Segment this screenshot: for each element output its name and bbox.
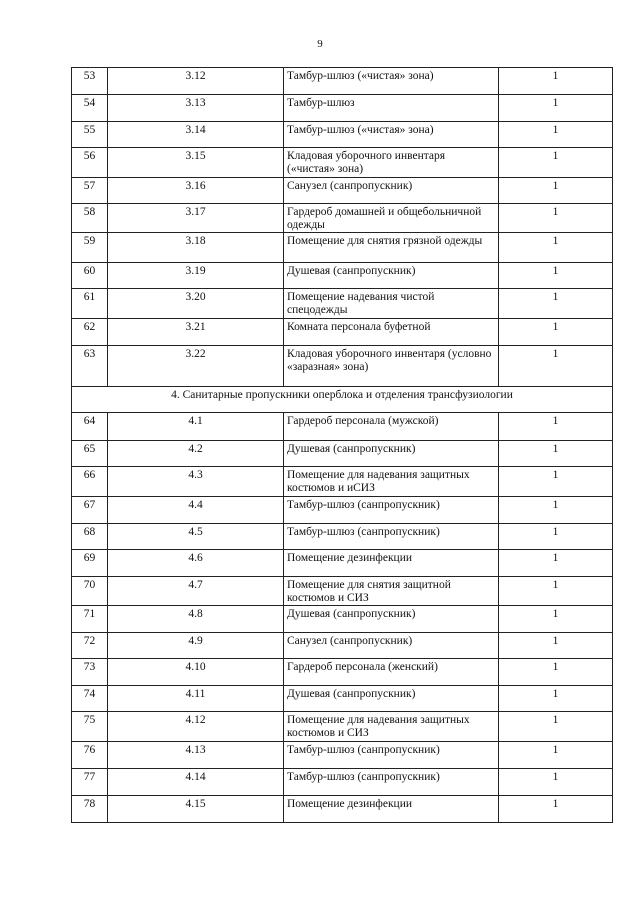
section-title: 4. Санитарные пропускники оперблока и отделения трансфузиологии xyxy=(72,387,613,413)
room-code-cell: 3.21 xyxy=(108,319,284,346)
row-number-cell: 70 xyxy=(72,577,108,606)
room-code-cell: 3.22 xyxy=(108,346,284,387)
row-number-cell: 64 xyxy=(72,413,108,441)
table-row xyxy=(72,441,613,467)
rooms-table xyxy=(71,67,613,823)
quantity-cell: 1 xyxy=(499,742,613,769)
quantity-cell: 1 xyxy=(499,524,613,550)
page-number: 9 xyxy=(317,38,323,50)
table-row xyxy=(72,413,613,441)
quantity-cell: 1 xyxy=(499,263,613,289)
quantity-cell: 1 xyxy=(499,633,613,659)
row-number-cell: 57 xyxy=(72,178,108,204)
row-number-cell: 53 xyxy=(72,68,108,95)
row-number-cell: 66 xyxy=(72,467,108,497)
room-code-cell: 4.11 xyxy=(108,686,284,712)
quantity-cell: 1 xyxy=(499,686,613,712)
quantity-cell: 1 xyxy=(499,68,613,95)
row-number-cell: 58 xyxy=(72,204,108,233)
quantity-cell: 1 xyxy=(499,413,613,441)
room-name-cell: Комната персонала буфетной xyxy=(284,319,499,346)
room-code-cell: 3.16 xyxy=(108,178,284,204)
row-number-cell: 54 xyxy=(72,95,108,122)
room-name-cell: Душевая (санпропускник) xyxy=(284,606,499,633)
table-row xyxy=(72,263,613,289)
room-name-cell: Санузел (санпропускник) xyxy=(284,178,499,204)
table-row xyxy=(72,686,613,712)
table-row xyxy=(72,289,613,319)
row-number-cell: 78 xyxy=(72,796,108,823)
room-name-cell: Душевая (санпропускник) xyxy=(284,263,499,289)
row-number-cell: 71 xyxy=(72,606,108,633)
room-code-cell: 3.15 xyxy=(108,148,284,178)
row-number-cell: 69 xyxy=(72,550,108,577)
room-name-cell: Душевая (санпропускник) xyxy=(284,686,499,712)
table-row xyxy=(72,497,613,524)
table-row xyxy=(72,606,613,633)
room-name-cell: Помещение дезинфекции xyxy=(284,796,499,823)
room-code-cell: 4.6 xyxy=(108,550,284,577)
table-row xyxy=(72,122,613,148)
room-name-cell: Гардероб персонала (мужской) xyxy=(284,413,499,441)
room-name-cell: Помещение для надевания защитных костюмов и СИЗ xyxy=(284,712,499,742)
room-name-cell: Тамбур-шлюз (санпропускник) xyxy=(284,524,499,550)
table-row xyxy=(72,95,613,122)
room-code-cell: 3.13 xyxy=(108,95,284,122)
room-name-cell: Тамбур-шлюз (санпропускник) xyxy=(284,742,499,769)
room-code-cell: 3.20 xyxy=(108,289,284,319)
room-name-cell: Тамбур-шлюз (санпропускник) xyxy=(284,769,499,796)
row-number-cell: 60 xyxy=(72,263,108,289)
quantity-cell: 1 xyxy=(499,122,613,148)
row-number-cell: 62 xyxy=(72,319,108,346)
row-number-cell: 65 xyxy=(72,441,108,467)
row-number-cell: 73 xyxy=(72,659,108,686)
room-name-cell: Помещение для надевания защитных костюмов и иСИЗ xyxy=(284,467,499,497)
room-code-cell: 4.10 xyxy=(108,659,284,686)
quantity-cell: 1 xyxy=(499,497,613,524)
table-row xyxy=(72,577,613,606)
table-row xyxy=(72,796,613,823)
quantity-cell: 1 xyxy=(499,606,613,633)
row-number-cell: 63 xyxy=(72,346,108,387)
room-name-cell: Кладовая уборочного инвентаря («чистая» зона) xyxy=(284,148,499,178)
table-row xyxy=(72,233,613,263)
table-row xyxy=(72,524,613,550)
quantity-cell: 1 xyxy=(499,148,613,178)
row-number-cell: 76 xyxy=(72,742,108,769)
room-name-cell: Гардероб персонала (женский) xyxy=(284,659,499,686)
table-row xyxy=(72,68,613,95)
quantity-cell: 1 xyxy=(499,577,613,606)
quantity-cell: 1 xyxy=(499,659,613,686)
room-code-cell: 4.8 xyxy=(108,606,284,633)
quantity-cell: 1 xyxy=(499,233,613,263)
quantity-cell: 1 xyxy=(499,550,613,577)
room-code-cell: 4.3 xyxy=(108,467,284,497)
table-row xyxy=(72,346,613,387)
row-number-cell: 56 xyxy=(72,148,108,178)
room-name-cell: Тамбур-шлюз xyxy=(284,95,499,122)
quantity-cell: 1 xyxy=(499,346,613,387)
room-name-cell: Кладовая уборочного инвентаря (условно «заразная» зона) xyxy=(284,346,499,387)
row-number-cell: 75 xyxy=(72,712,108,742)
room-name-cell: Помещение дезинфекции xyxy=(284,550,499,577)
room-name-cell: Помещение надевания чистой спецодежды xyxy=(284,289,499,319)
rooms-table-body xyxy=(72,68,613,823)
room-code-cell: 4.4 xyxy=(108,497,284,524)
room-code-cell: 4.7 xyxy=(108,577,284,606)
room-code-cell: 4.9 xyxy=(108,633,284,659)
room-name-cell: Гардероб домашней и общебольничной одежды xyxy=(284,204,499,233)
table-row xyxy=(72,550,613,577)
quantity-cell: 1 xyxy=(499,178,613,204)
room-code-cell: 3.17 xyxy=(108,204,284,233)
room-name-cell: Помещение для снятия защитной костюмов и СИЗ xyxy=(284,577,499,606)
row-number-cell: 61 xyxy=(72,289,108,319)
row-number-cell: 72 xyxy=(72,633,108,659)
table-row xyxy=(72,742,613,769)
room-name-cell: Санузел (санпропускник) xyxy=(284,633,499,659)
room-name-cell: Помещение для снятия грязной одежды xyxy=(284,233,499,263)
table-row xyxy=(72,712,613,742)
table-row xyxy=(72,769,613,796)
room-code-cell: 3.14 xyxy=(108,122,284,148)
room-name-cell: Тамбур-шлюз (санпропускник) xyxy=(284,497,499,524)
table-row xyxy=(72,148,613,178)
row-number-cell: 77 xyxy=(72,769,108,796)
room-code-cell: 4.5 xyxy=(108,524,284,550)
table-row xyxy=(72,633,613,659)
table-row xyxy=(72,204,613,233)
section-row xyxy=(72,387,613,413)
room-name-cell: Тамбур-шлюз («чистая» зона) xyxy=(284,122,499,148)
quantity-cell: 1 xyxy=(499,95,613,122)
table-row xyxy=(72,178,613,204)
room-code-cell: 3.18 xyxy=(108,233,284,263)
room-code-cell: 3.12 xyxy=(108,68,284,95)
room-code-cell: 4.13 xyxy=(108,742,284,769)
room-code-cell: 4.2 xyxy=(108,441,284,467)
quantity-cell: 1 xyxy=(499,796,613,823)
room-code-cell: 4.14 xyxy=(108,769,284,796)
quantity-cell: 1 xyxy=(499,319,613,346)
quantity-cell: 1 xyxy=(499,467,613,497)
room-code-cell: 3.19 xyxy=(108,263,284,289)
room-name-cell: Душевая (санпропускник) xyxy=(284,441,499,467)
room-code-cell: 4.1 xyxy=(108,413,284,441)
room-name-cell: Тамбур-шлюз («чистая» зона) xyxy=(284,68,499,95)
row-number-cell: 55 xyxy=(72,122,108,148)
row-number-cell: 74 xyxy=(72,686,108,712)
table-row xyxy=(72,319,613,346)
quantity-cell: 1 xyxy=(499,712,613,742)
row-number-cell: 67 xyxy=(72,497,108,524)
row-number-cell: 59 xyxy=(72,233,108,263)
room-code-cell: 4.12 xyxy=(108,712,284,742)
table-row xyxy=(72,467,613,497)
row-number-cell: 68 xyxy=(72,524,108,550)
quantity-cell: 1 xyxy=(499,289,613,319)
quantity-cell: 1 xyxy=(499,204,613,233)
room-code-cell: 4.15 xyxy=(108,796,284,823)
quantity-cell: 1 xyxy=(499,441,613,467)
table-row xyxy=(72,659,613,686)
quantity-cell: 1 xyxy=(499,769,613,796)
